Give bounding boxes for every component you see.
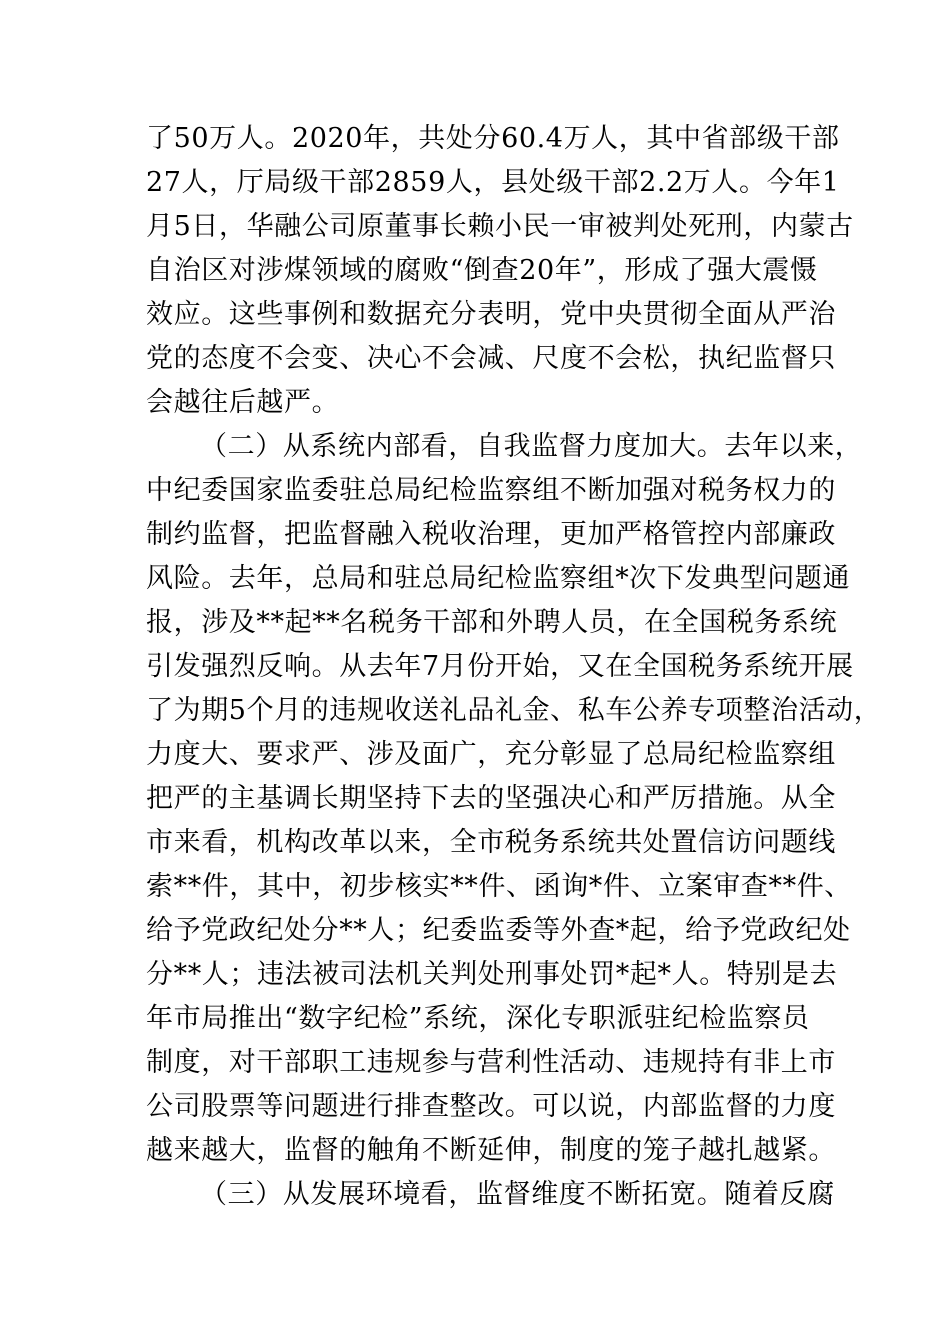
text-line-15: 力度大、要求严、涉及面广，充分彰显了总局纪检监察组 <box>146 739 836 770</box>
text-line-19: 给予党政纪处分**人；纪委监委等外查*起，给予党政纪处 <box>146 915 851 946</box>
text-line-20: 分**人；违法被司法机关判处刑事处罚*起*人。特别是去 <box>146 959 838 990</box>
paragraph-3-first-line: （三）从发展环境看，监督维度不断拓宽。随着反腐 <box>200 1179 835 1210</box>
text-line-24: 越来越大，监督的触角不断延伸，制度的笼子越扎越紧。 <box>146 1135 836 1166</box>
text-line-5: 效应。这些事例和数据充分表明，党中央贯彻全面从严治 <box>146 299 836 330</box>
text-line-16: 把严的主基调长期坚持下去的坚强决心和严厉措施。从全 <box>146 783 836 814</box>
text-line-6: 党的态度不会变、决心不会减、尺度不会松，执纪监督只 <box>146 343 836 374</box>
text-line-1: 了50万人。2020年，共处分60.4万人，其中省部级干部 <box>146 123 840 154</box>
text-line-23: 公司股票等问题进行排查整改。可以说，内部监督的力度 <box>146 1091 836 1122</box>
paragraph-2-first-line: （二）从系统内部看，自我监督力度加大。去年以来， <box>200 431 863 462</box>
text-line-9: 中纪委国家监委驻总局纪检监察组不断加强对税务权力的 <box>146 475 836 506</box>
text-line-14: 了为期5个月的违规收送礼品礼金、私车公养专项整治活动， <box>146 695 882 726</box>
text-line-4: 自治区对涉煤领域的腐败“倒查20年”，形成了强大震慑 <box>146 255 818 286</box>
text-line-10: 制约监督，把监督融入税收治理，更加严格管控内部廉政 <box>146 519 836 550</box>
text-line-21: 年市局推出“数字纪检”系统，深化专职派驻纪检监察员 <box>146 1003 810 1034</box>
text-line-13: 引发强烈反响。从去年7月份开始，又在全国税务系统开展 <box>146 651 854 682</box>
text-line-22: 制度，对干部职工违规参与营利性活动、违规持有非上市 <box>146 1047 836 1078</box>
text-line-2: 27人，厅局级干部2859人，县处级干部2.2万人。今年1 <box>146 167 840 198</box>
text-line-11: 风险。去年，总局和驻总局纪检监察组*次下发典型问题通 <box>146 563 851 594</box>
text-line-7: 会越往后越严。 <box>146 387 340 418</box>
text-line-17: 市来看，机构改革以来，全市税务系统共处置信访问题线 <box>146 827 836 858</box>
text-line-3: 月5日，华融公司原董事长赖小民一审被判处死刑，内蒙古 <box>146 211 854 242</box>
text-line-18: 索**件，其中，初步核实**件、函询*件、立案审查**件、 <box>146 871 852 902</box>
text-line-12: 报，涉及**起**名税务干部和外聘人员，在全国税务系统 <box>146 607 838 638</box>
